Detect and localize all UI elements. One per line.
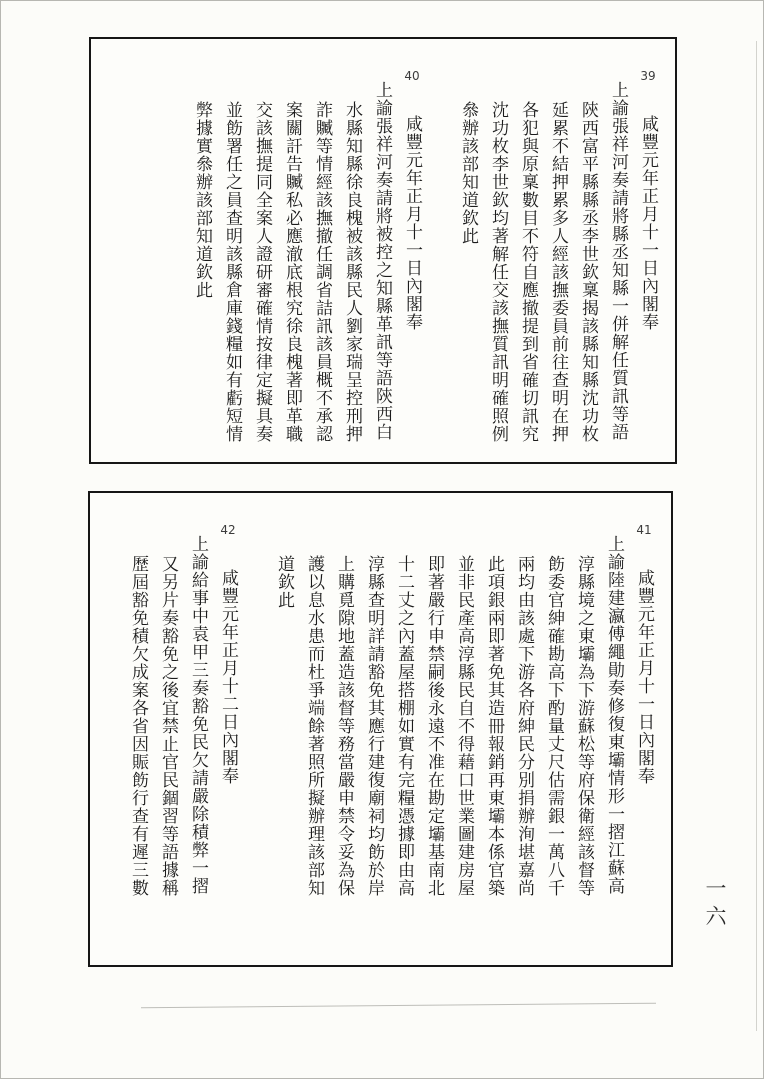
text-column: 各犯與原稟數目不符自應撤提到省確切訊究 [519, 101, 538, 443]
text-column: 淳縣查明詳請豁免其應行建復廟祠均飭於岸 [365, 555, 384, 897]
entry-number: 40 [404, 69, 420, 83]
text-column: 十二丈之內蓋屋搭棚如實有完糧憑據即由高 [395, 555, 414, 897]
page-edge-shadow [756, 41, 757, 1031]
date-column: 咸豐元年正月十一日內閣奉 41 [629, 495, 659, 963]
date-column: 咸豐元年正月十一日內閣奉 39 [633, 41, 663, 460]
text-column: 即著嚴行申禁嗣後永遠不准在勘定壩基南北 [425, 555, 444, 897]
folio-number: 一六 [703, 877, 727, 933]
text-column: 又另片奏豁免之後宜禁止官民錮習等語據稱 [159, 555, 178, 897]
text-column: 飭委官紳確勘高下酌量丈尺估需銀一萬八千 [545, 555, 564, 897]
text-column: 叅辦該部知道欽此 [459, 101, 478, 245]
text-column: 陝西富平縣縣丞李世欽稟揭該縣知縣沈功枚 [579, 101, 598, 443]
date-column: 咸豐元年正月十二日內閣奉 42 [213, 495, 243, 963]
date-column: 咸豐元年正月十一日內閣奉 40 [397, 41, 427, 460]
text-column: 案關訐告贓私必應澈底根究徐良槐著即革職 [283, 101, 302, 443]
text-column: 此項銀兩即著免其造冊報銷再東壩本係官築 [485, 555, 504, 897]
entry-number: 42 [220, 523, 236, 537]
text-column: 淳縣境之東壩為下游蘇松等府保衛經該督等 [575, 555, 594, 897]
text-column: 上諭給事中袁甲三奏豁免民欠請嚴除積弊一摺 [189, 535, 208, 895]
text-column: 水縣知縣徐良槐被該縣民人劉家瑞呈控刑押 [343, 101, 362, 443]
text-column: 交該撫提同全案人證研審確情按律定擬具奏 [253, 101, 272, 443]
text-column: 歷屆豁免積欠成案各省因賑飭行查有遲三數 [129, 555, 148, 897]
edict-entry [269, 495, 659, 963]
text-column: 上諭張祥河奏請將被控之知縣革訊等語陝西白 [373, 81, 392, 441]
text-column: 並非民產高淳縣民自不得藉口世業圖建房屋 [455, 555, 474, 897]
text-column: 兩均由該處下游各府紳民分別捐辦洵堪嘉尚 [515, 555, 534, 897]
edict-entry [123, 495, 243, 963]
entry-number: 39 [640, 69, 656, 83]
text-column: 道欽此 [275, 555, 294, 609]
entry-number: 41 [636, 523, 652, 537]
upper-text-frame [89, 37, 677, 464]
text-column: 上購覓隙地蓋造該督等務當嚴申禁令妥為保 [335, 555, 354, 897]
text-column: 詐贓等情經該撫撤任調省詰訊該員概不承認 [313, 101, 332, 443]
text-column: 弊據實叅辦該部知道欽此 [193, 101, 212, 299]
page-fold-line [141, 1003, 656, 1008]
text-column: 上諭張祥河奏請將縣丞知縣一併解任質訊等語 [609, 81, 628, 441]
edict-entry [453, 41, 663, 460]
text-column: 並飭署任之員查明該縣倉庫錢糧如有虧短情 [223, 101, 242, 443]
edict-entry [187, 41, 427, 460]
text-column: 延累不結押累多人經該撫委員前往查明在押 [549, 101, 568, 443]
text-column: 沈功枚李世欽均著解任交該撫質訊明確照例 [489, 101, 508, 443]
text-column: 上諭陸建瀛傅繩勛奏修復東壩情形一摺江蘇高 [605, 535, 624, 895]
text-column: 護以息水患而杜爭端餘著照所擬辦理該部知 [305, 555, 324, 897]
lower-text-frame [88, 491, 673, 967]
